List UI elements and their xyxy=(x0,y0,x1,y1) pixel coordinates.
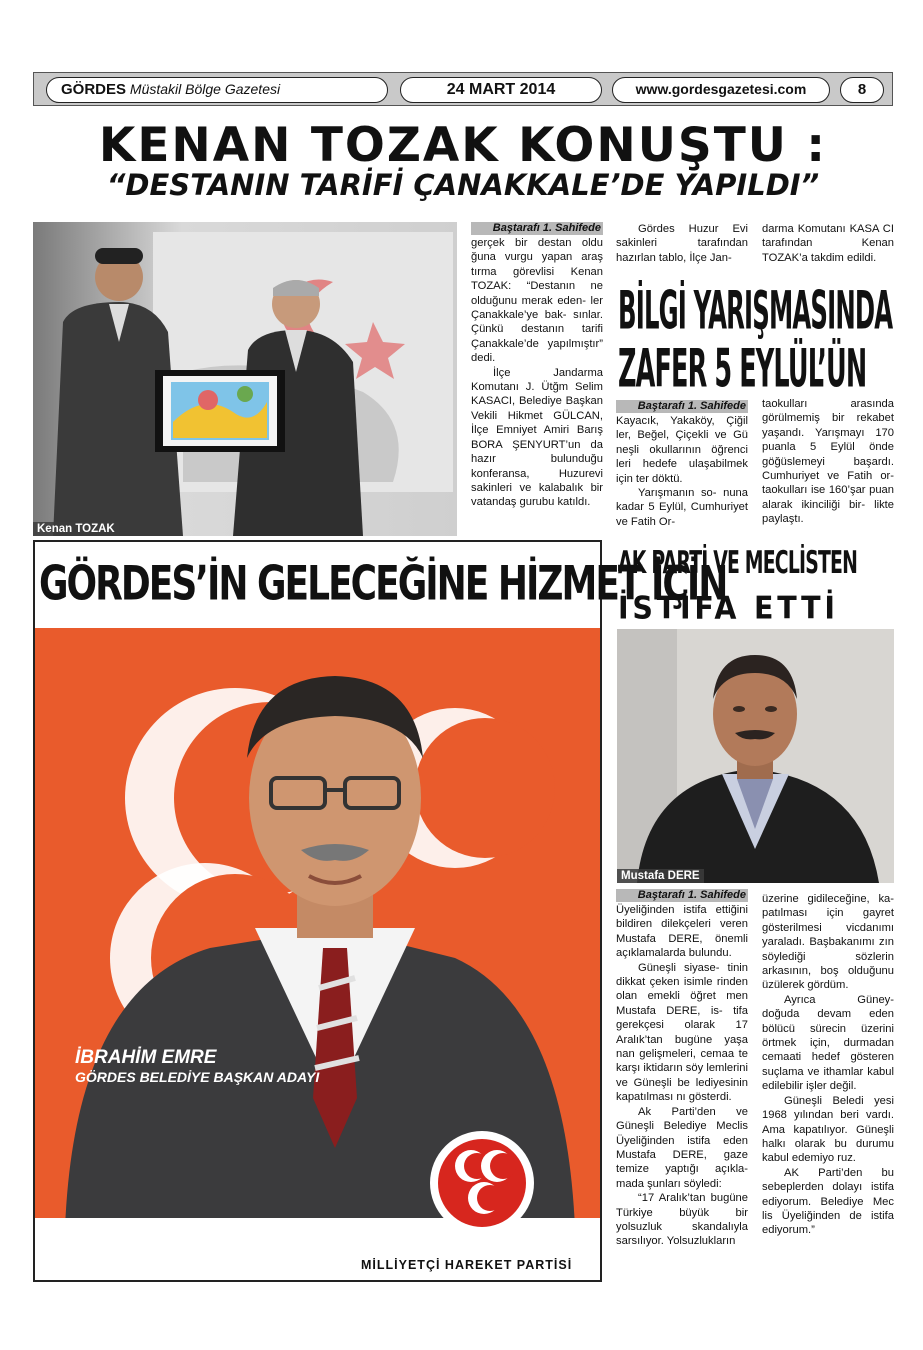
resign-story-paragraph: “17 Aralık’tan bugüne Türkiye büyük bir yolsuzluk skandalıyla sarsılıyor. Yolsuzlukların xyxy=(616,1192,748,1248)
continued-label: Baştarafı 1. Sahifede xyxy=(616,400,748,413)
quiz-story-paragraph: taokulları arasında görülmemiş bir rekabet yaşandı. Yarışmayı 170 puanla 5 Eylül önde göğüslemeyi başardı. Cumhuriyet ve Fatih or- taokulları ise 160’şar puan alarak ikinciliği bir- likte paylaştı. xyxy=(762,398,894,526)
page-number: 8 xyxy=(840,77,884,103)
party-logo-icon xyxy=(427,1128,537,1238)
resign-story-paragraph: Güneşli siyase- tinin dikkat çeken isimle rinden olan emekli öğret men Mustafa DERE, is- tifa gerekçesi olarak 17 Aralık’tan bugüne yaşa nan gelişmeleri, cemaa te karşı iktidarın söy lemlerini ve Güneşli be lediyesinin kapatılması nı gösterdi. xyxy=(616,961,748,1104)
website-link[interactable]: www.gordesgazetesi.com xyxy=(612,77,830,103)
advert-title-band xyxy=(35,542,727,628)
quiz-story-column-1 xyxy=(616,400,748,536)
paper-tagline: Müstakil Bölge Gazetesi xyxy=(129,81,281,97)
main-story-column-2 xyxy=(616,222,748,270)
candidate-role: GÖRDES BELEDİYE BAŞKAN ADAYI xyxy=(75,1069,320,1085)
main-story-paragraph: Gördes Huzur Evi sakinleri tarafından hazırlan tablo, İlçe Jan- xyxy=(616,223,748,264)
resign-story-paragraph: Ak Parti’den ve Güneşli Belediye Meclis Üyeliğinden istifa eden Mustafa DERE, gaze temize yaptığı açıkla- mada şunları söyledi: xyxy=(616,1105,748,1190)
resign-story-column-2 xyxy=(762,892,894,1284)
resign-story-paragraph: Ayrıca Güney- doğuda devam eden bölücü sürecin üzerini örtmek için, durmadan cemaati hedef gösteren suçlama ve ithamlar kabul edilebilir işler değil. xyxy=(762,993,894,1093)
resign-headline-line-1: AK PARTİ VE MECLİSTEN xyxy=(618,546,858,582)
main-story-paragraph: darma Komutanı KASA CI tarafından Kenan TOZAK’a takdim edildi. xyxy=(762,223,894,264)
photo-mustafa-dere xyxy=(617,629,894,883)
resign-story-paragraph: üzerine gidileceğine, ka- patılması için gayret gösterilmesi vicdanımı yaraladı. Başbakanımı zın söylediği sözlerin arkasının, boş olduğunu üzülerek gördüm. xyxy=(762,893,894,992)
photo-kenan-tozak xyxy=(33,222,457,536)
main-subheadline: “DESTANIN TARİFİ ÇANAKKALE’DE YAPILDI” xyxy=(106,168,820,202)
resign-headline-line-2: İSTİFA ETTİ xyxy=(618,590,839,627)
quiz-headline-line-1: BİLGİ YARIŞMASINDA xyxy=(618,280,893,342)
paper-name-pill xyxy=(46,77,388,103)
continued-label: Baştarafı 1. Sahifede xyxy=(616,889,748,902)
main-story-column-3 xyxy=(762,222,894,270)
party-name: MİLLİYETÇİ HAREKET PARTİSİ xyxy=(361,1258,573,1272)
main-headline: KENAN TOZAK KONUŞTU : xyxy=(98,118,828,173)
main-story-paragraph: İlçe Jandarma Komutanı J. Ütğm Selim KASACI, Belediye Başkan Vekili Hikmet GÜLCAN, İlçe Emniyet Amiri Barış BORA ŞENYURT’un da hazır bulunduğu konferansa, Huzurevi sakinleri ve kalabalık bir vatandaş gurubu katıldı. xyxy=(471,366,603,509)
resign-story-paragraph: Güneşli Beledi yesi 1968 yılından beri vardı. Ama kapatılıyor. Güneşli halkı olarak bu durumu kabul edemiyo ruz. xyxy=(762,1094,894,1165)
award-photo-illustration xyxy=(33,222,457,536)
candidate-name-block xyxy=(75,1047,319,1085)
continued-label: Baştarafı 1. Sahifede xyxy=(471,222,603,235)
main-story-paragraph: gerçek bir destan oldu ğuna vurgu yapan araş tırma görevlisi Kenan TOZAK: “Destanın ne olduğunu merak eden- ler Çanakkale’ye bak- sınlar. Çünkü destanın tarifi Çanakkale’de yapılmıştır” dedi. xyxy=(471,237,603,365)
quiz-story-paragraph: Yarışmanın so- nuna kadar 5 Eylül, Cumhuriyet ve Fatih Or- xyxy=(616,487,748,528)
quiz-story-column-2 xyxy=(762,397,894,536)
photo-caption: Mustafa DERE xyxy=(617,869,704,883)
portrait-illustration xyxy=(617,629,894,883)
paper-name: GÖRDES xyxy=(61,81,127,98)
advert-title: GÖRDES’İN GELECEĞİNE HİZMET İÇİN xyxy=(39,558,727,612)
masthead-bar xyxy=(33,72,893,106)
resign-story-paragraph: Üyeliğinden istifa ettiğini bildiren dilekçeleri veren Mustafa DERE, önemli açıklamalarda bulundu. xyxy=(616,904,748,960)
resign-story-column-1 xyxy=(616,889,748,1284)
issue-date: 24 MART 2014 xyxy=(400,77,602,103)
resign-story-paragraph: AK Parti’den bu sebeplerden dolayı istifa ediyorum. Belediye Mec lis Üyeliğinden de istifa ediyorum.” xyxy=(762,1166,894,1237)
quiz-headline-line-2: ZAFER 5 EYLÜL’ÜN xyxy=(618,338,867,400)
quiz-story-paragraph: Kayacık, Yakaköy, Çiğil ler, Beğel, Çiçekli ve Gü neşli okullarının öğrenci leri hedefe ulaşabilmek için ter döktü. xyxy=(616,415,748,485)
photo-caption: Kenan TOZAK xyxy=(33,522,119,536)
main-story-column-1 xyxy=(471,222,603,536)
candidate-name: İBRAHİM EMRE xyxy=(75,1047,217,1068)
